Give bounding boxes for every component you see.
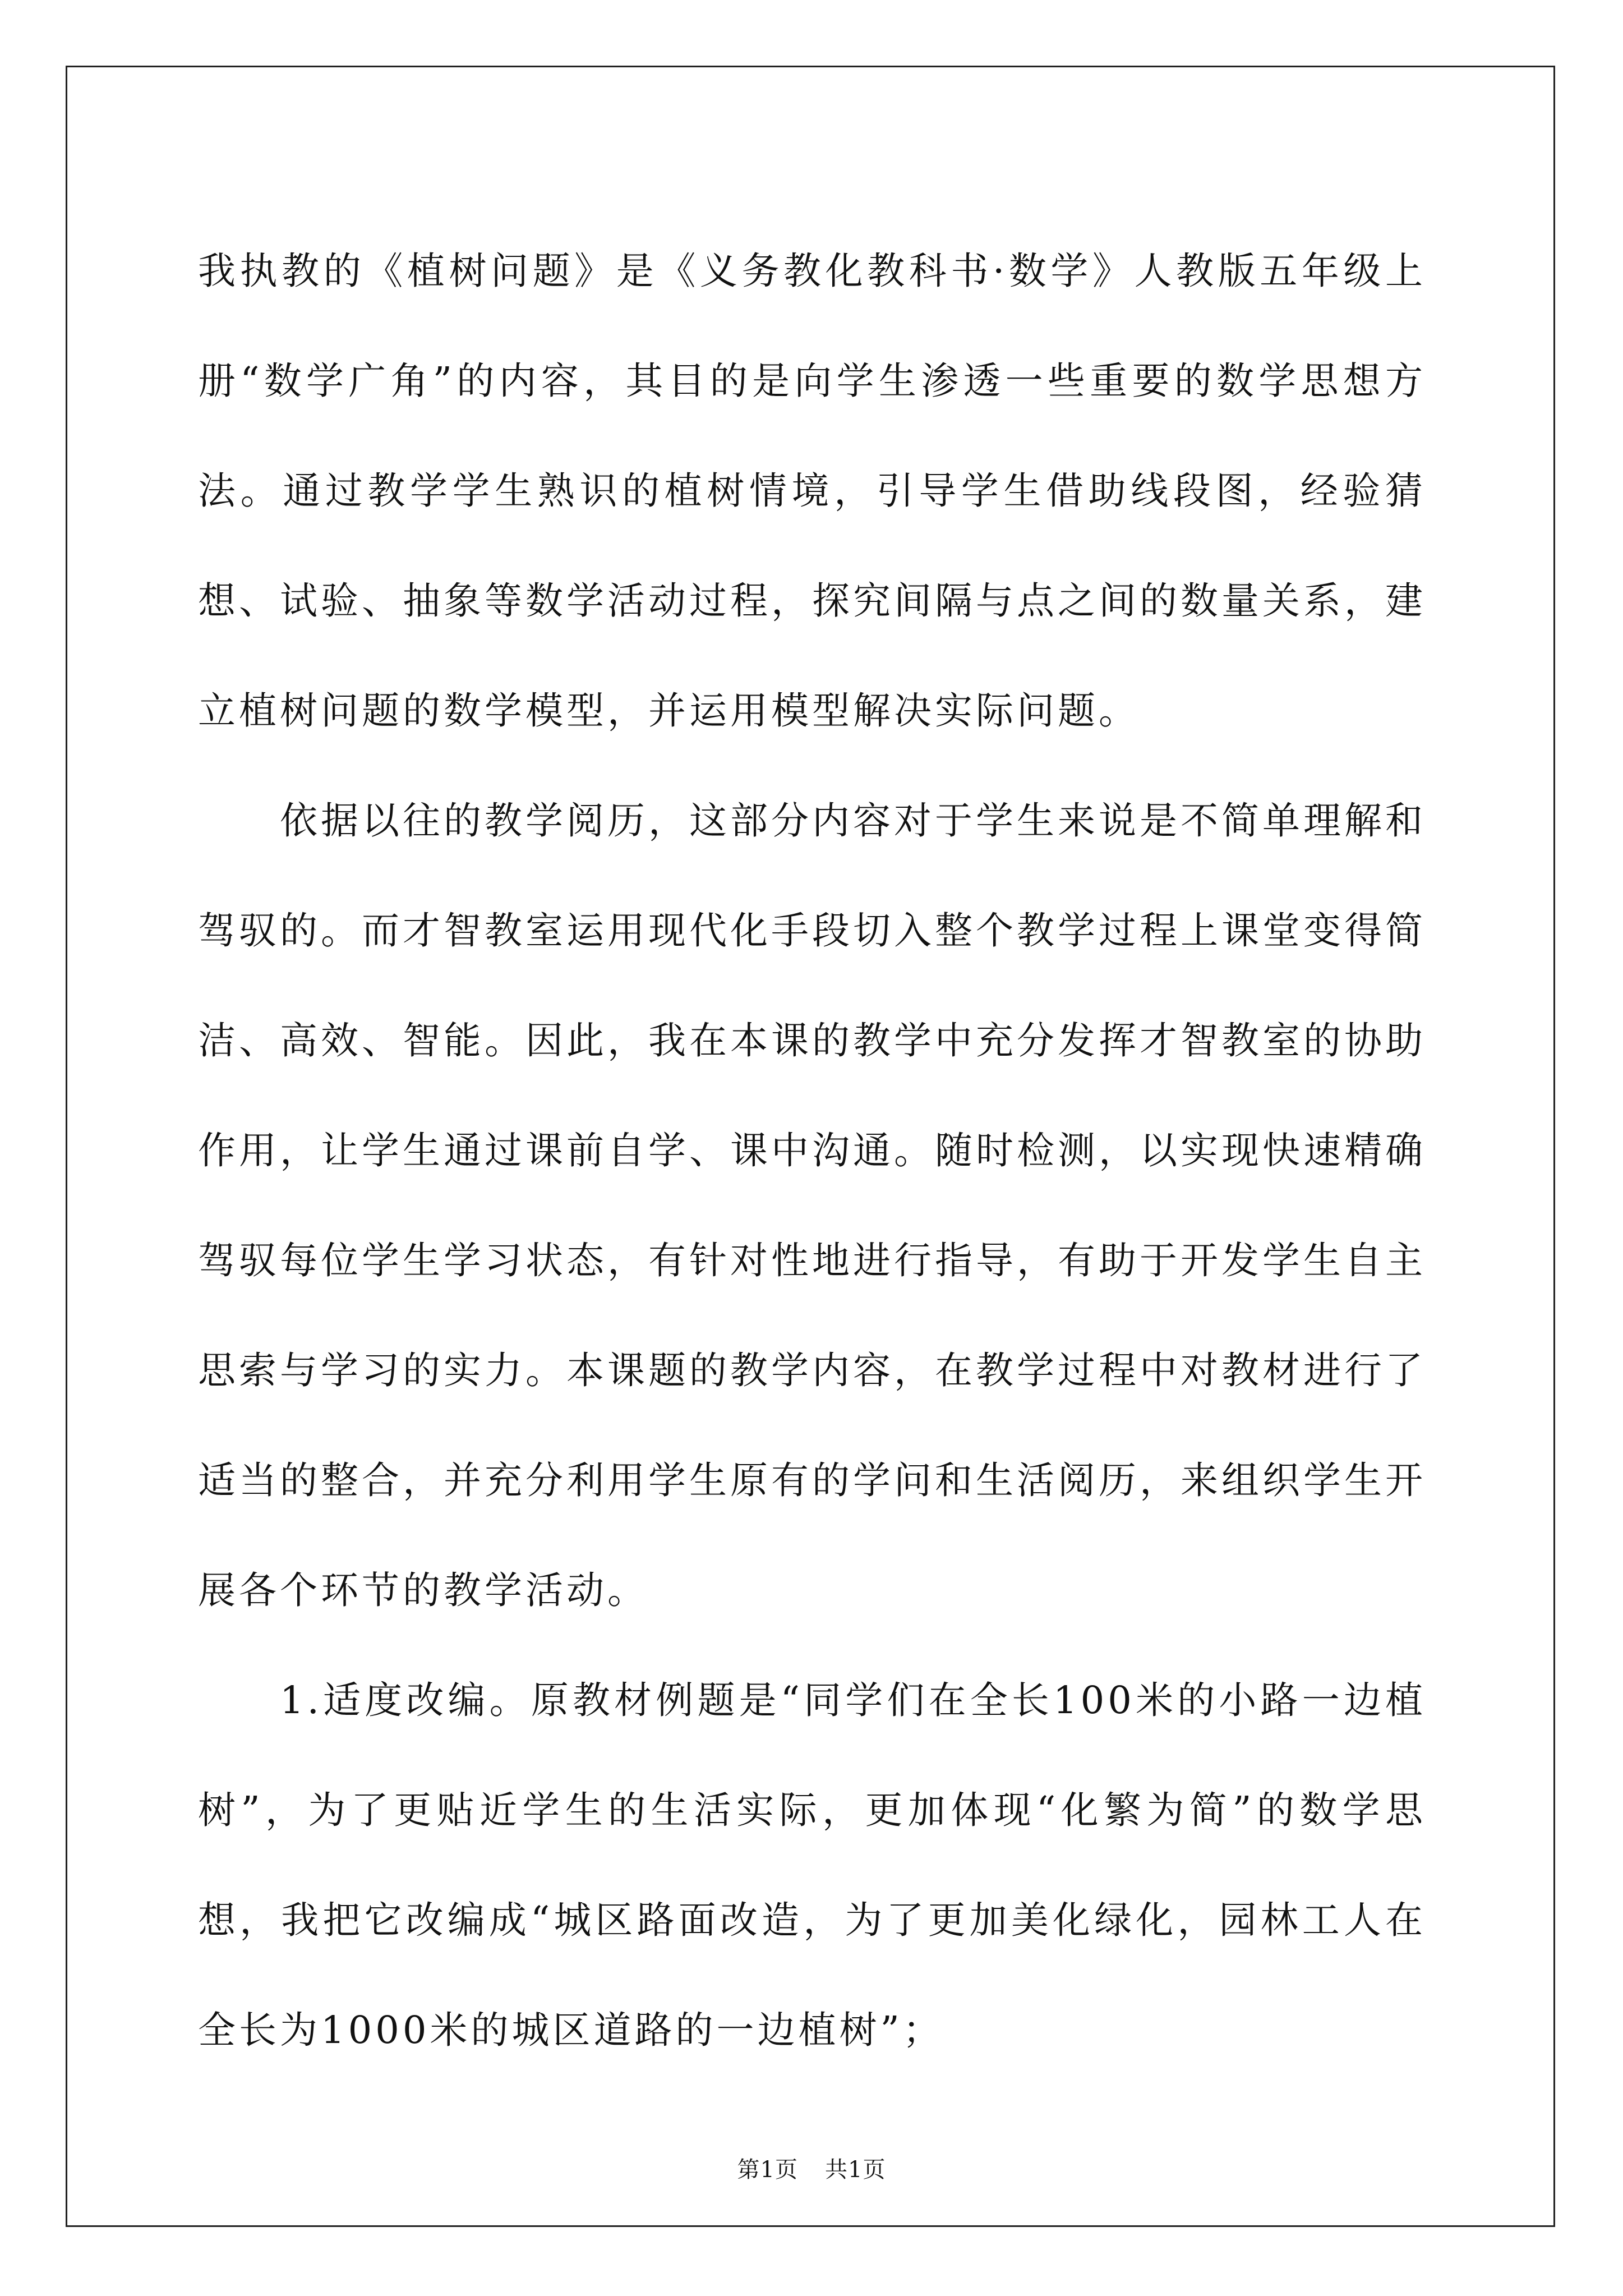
paragraph-intro: 我执教的《植树问题》是《义务教化教科书·数学》人教版五年级上册“数学广角”的内容，其目的是向学生渗透一些重要的数学思想方法。通过教学学生熟识的植树情境，引导学生借助线段图，经验猜想、试验、抽象等数学活动过程，探究间隔与点之间的数量关系，建立植树问题的数学模型，并运用模型解决实际问题。 — [198, 249, 1426, 733]
page-footer — [0, 2153, 1623, 2187]
document-body — [198, 216, 1426, 2085]
page-total: 共1页 — [825, 2157, 886, 2183]
paragraph-adaptation: 1.适度改编。原教材例题是“同学们在全长100米的小路一边植树”，为了更贴近学生的生活实际，更加体现“化繁为简”的数学思想，我把它改编成“城区路面改造，为了更加美化绿化，园林工人在全长为1000米的城区道路的一边植树”； — [198, 1678, 1426, 2052]
paragraph-analysis: 依据以往的教学阅历，这部分内容对于学生来说是不简单理解和驾驭的。而才智教室运用现代化手段切入整个教学过程上课堂变得简洁、高效、智能。因此，我在本课的教学中充分发挥才智教室的协助作用，让学生通过课前自学、课中沟通。随时检测，以实现快速精确驾驭每位学生学习状态，有针对性地进行指导，有助于开发学生自主思索与学习的实力。本课题的教学内容，在教学过程中对教材进行了适当的整合，并充分利用学生原有的学问和生活阅历，来组织学生开展各个环节的教学活动。 — [198, 799, 1426, 1612]
page-number: 第1页 — [737, 2157, 798, 2183]
